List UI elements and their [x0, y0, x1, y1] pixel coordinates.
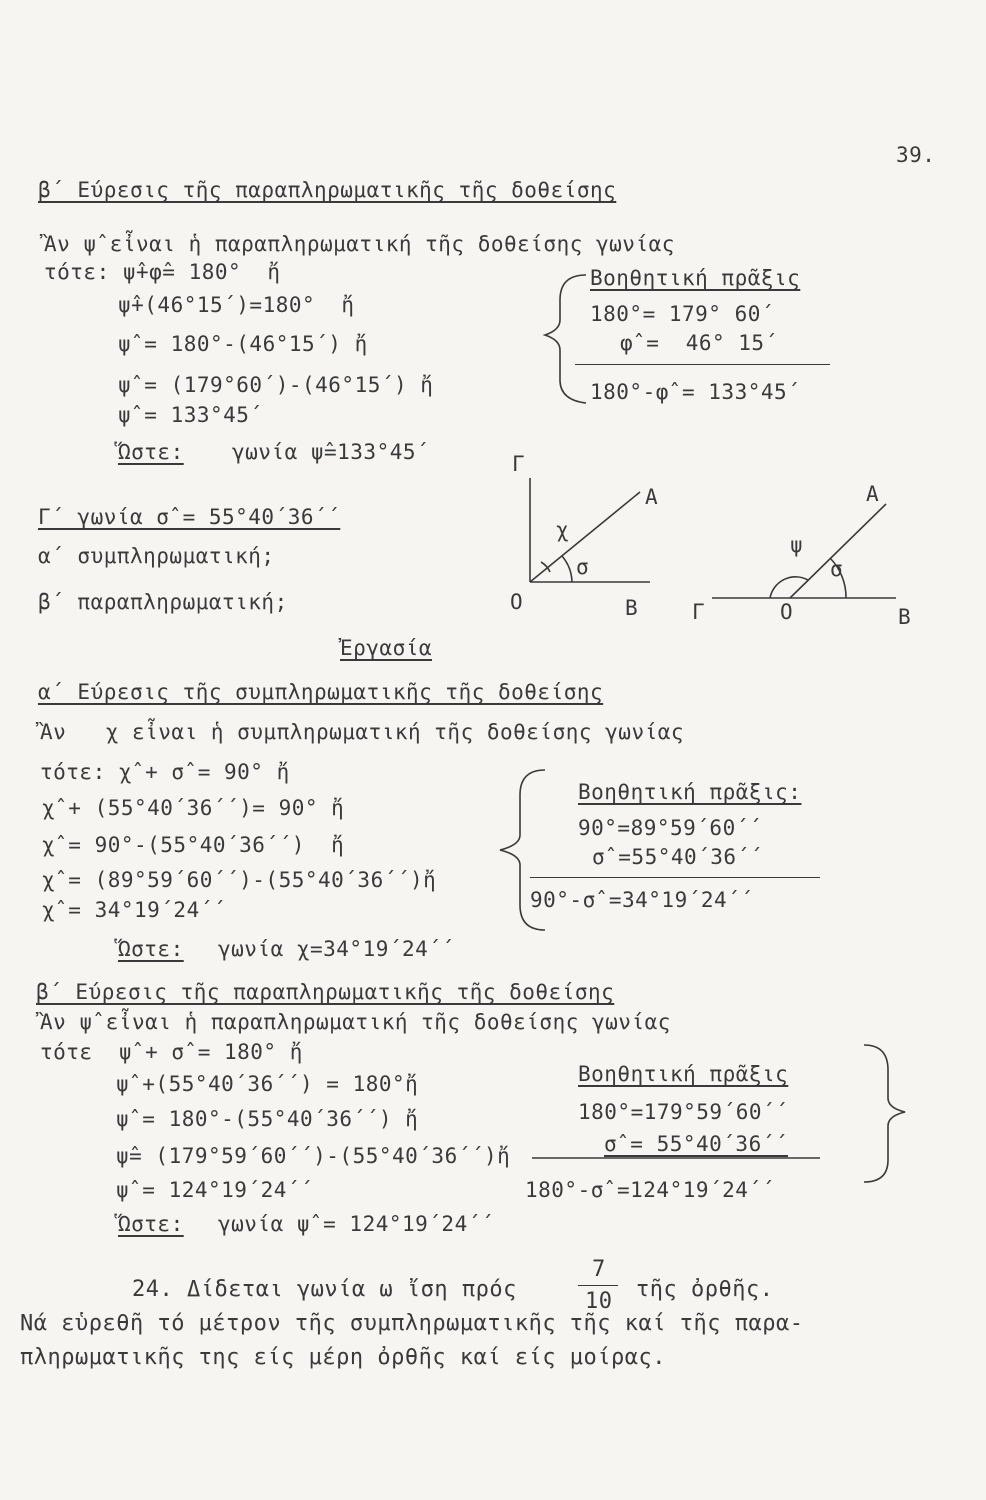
aux-title-3: Βοηθητική πρᾶξις	[578, 1062, 789, 1086]
section-alpha-line-3: χ̂ = 90°-(55°40΄36΄΄) ἤ	[42, 833, 345, 857]
section-alpha-intro: Ἂν χ εἶναι ἡ συμπληρωματική τῆς δοθείσης γωνίας	[40, 720, 685, 744]
section-beta-1-line-4: ψ̂ = (179°60΄)-(46°15΄) ἤ	[118, 373, 434, 397]
section-beta-1-line-1: τότε: ψ̂+φ̂= 180° ἤ	[44, 260, 281, 284]
diagram1-arc-sigma	[562, 556, 572, 582]
section-beta-2-line-5: ψ̂ = 124°19΄24΄΄	[116, 1178, 314, 1202]
result-text-3: γωνία ψ̂ = 124°19΄24΄΄	[218, 1212, 495, 1236]
section-beta-1-intro: Ἂν ψ̂ εἶναι ἡ παραπληρωματική τῆς δοθείσης γωνίας	[44, 232, 675, 256]
section-beta-2-line-4: ψ̂= (179°59΄60΄΄)-(55°40΄36΄΄)ἤ	[116, 1144, 511, 1168]
section-alpha-line-1: τότε: χ̂ + σ̂ = 90° ἤ	[40, 760, 290, 784]
aux-title-1: Βοηθητική πρᾶξις	[590, 266, 801, 290]
diagram2-label-gamma: Γ	[692, 600, 706, 624]
aux-title-2: Βοηθητική πρᾶξις:	[578, 780, 802, 804]
ergasia-heading: Ἐργασία	[340, 636, 433, 660]
section-alpha-line-2: χ̂ + (55°40΄36΄΄)= 90° ἤ	[42, 796, 345, 820]
aux-2-line-2: σ̂ =55°40΄36΄΄	[592, 845, 763, 869]
page-number: 39.	[896, 143, 936, 167]
diagram1-label-chi: χ	[556, 518, 570, 542]
diagram2-label-alpha: Α	[866, 482, 880, 506]
diagram1-label-alpha: Α	[645, 485, 659, 509]
result-text-1: γωνία ψ̂=133°45΄	[232, 440, 430, 464]
diagram2-ray-oa	[790, 504, 886, 598]
section-beta-1-heading: β΄ Εύρεσις τῆς παραπληρωματικῆς τῆς δοθείσης	[38, 178, 617, 202]
problem-gamma-question-a: α΄ συμπληρωματική;	[38, 544, 275, 568]
section-beta-1-line-2: ψ̂+(46°15΄)=180° ἤ	[118, 293, 355, 317]
problem-gamma-heading: Γ΄ γωνία σ̂ = 55°40΄36΄΄	[38, 505, 341, 529]
section-beta-2-line-2: ψ̂ +(55°40΄36΄΄) = 180°ἤ	[116, 1072, 419, 1096]
section-beta-1-line-3: ψ̂ = 180°-(46°15΄) ἤ	[118, 332, 368, 356]
problem-24-after-fraction: τῆς ὀρθῆς.	[636, 1277, 774, 1302]
aux-3-line-3: 180°-σ̂ =124°19΄24΄΄	[525, 1178, 775, 1202]
diagram2-arc-psi	[770, 577, 808, 598]
aux-2-line-1: 90°=89°59΄60΄΄	[578, 816, 763, 840]
problem-24-frac-numerator: 7	[592, 1257, 606, 1282]
diagram2-arc-sigma	[830, 558, 846, 598]
diagram2-label-sigma: σ	[830, 557, 844, 581]
aux-3-line-1: 180°=179°59΄60΄΄	[578, 1100, 789, 1124]
section-alpha-line-5: χ̂ = 34°19΄24΄΄	[42, 898, 227, 922]
problem-24-frac-denominator: 10	[585, 1289, 613, 1314]
diagram2-label-b: B	[898, 605, 912, 629]
problem-24-text: 24. Δίδεται γωνία ω ἴση πρός	[132, 1277, 517, 1302]
section-beta-1-line-5: ψ̂ = 133°45΄	[118, 403, 263, 427]
result-label-3: Ὥστε:	[118, 1212, 184, 1236]
problem-24-line-3: πληρωματικῆς της είς μέρη ὀρθῆς καί είς μοίρας.	[20, 1345, 667, 1370]
aux-1-line-1: 180°= 179° 60΄	[590, 302, 775, 326]
section-beta-2-line-3: ψ̂ = 180°-(55°40΄36΄΄) ἤ	[116, 1107, 419, 1131]
aux-1-line-2: φ̂ = 46° 15΄	[620, 331, 778, 355]
diagram1-label-gamma: Γ	[512, 452, 526, 476]
diagram2-label-psi: ψ	[790, 533, 804, 557]
result-label-1: Ὥστε:	[118, 440, 184, 464]
aux-1-line-3: 180°-φ̂ = 133°45΄	[590, 380, 801, 404]
brace-2	[500, 770, 545, 930]
section-beta-2-heading: β΄ Εύρεσις τῆς παραπληρωματικῆς τῆς δοθείσης	[36, 980, 615, 1004]
problem-24-line-2: Νά εὑρεθῆ τό μέτρον τῆς συμπληρωματικῆς τῆς καί τῆς παρα-	[20, 1311, 804, 1336]
brace-1	[545, 275, 586, 403]
diagram2-label-o: O	[780, 600, 794, 624]
diagram1-ray-oa	[530, 492, 640, 582]
aux-2-line-3: 90°-σ̂ =34°19΄24΄΄	[530, 888, 754, 912]
aux-3-line-2: σ̂ = 55°40΄36΄΄	[604, 1132, 789, 1156]
section-beta-2-intro: Ἂν ψ̂ εἶναι ἡ παραπληρωματική τῆς δοθείσης γωνίας	[40, 1010, 671, 1034]
section-alpha-heading: α΄ Εύρεσις τῆς συμπληρωματικῆς τῆς δοθείσης	[38, 680, 604, 704]
diagram1-label-b: B	[625, 596, 639, 620]
diagram1-label-sigma: σ	[576, 555, 590, 579]
brace-3	[864, 1045, 905, 1182]
section-beta-2-line-1: τότε ψ̂ + σ̂ = 180° ἤ	[40, 1040, 303, 1064]
diagram1-label-o: O	[510, 590, 524, 614]
result-text-2: γωνία χ=34°19΄24΄΄	[218, 937, 455, 961]
result-label-2: Ὥστε:	[118, 937, 184, 961]
problem-gamma-question-b: β΄ παραπληρωματική;	[38, 590, 288, 614]
section-alpha-line-4: χ̂ = (89°59΄60΄΄)-(55°40΄36΄΄)ἤ	[42, 868, 437, 892]
